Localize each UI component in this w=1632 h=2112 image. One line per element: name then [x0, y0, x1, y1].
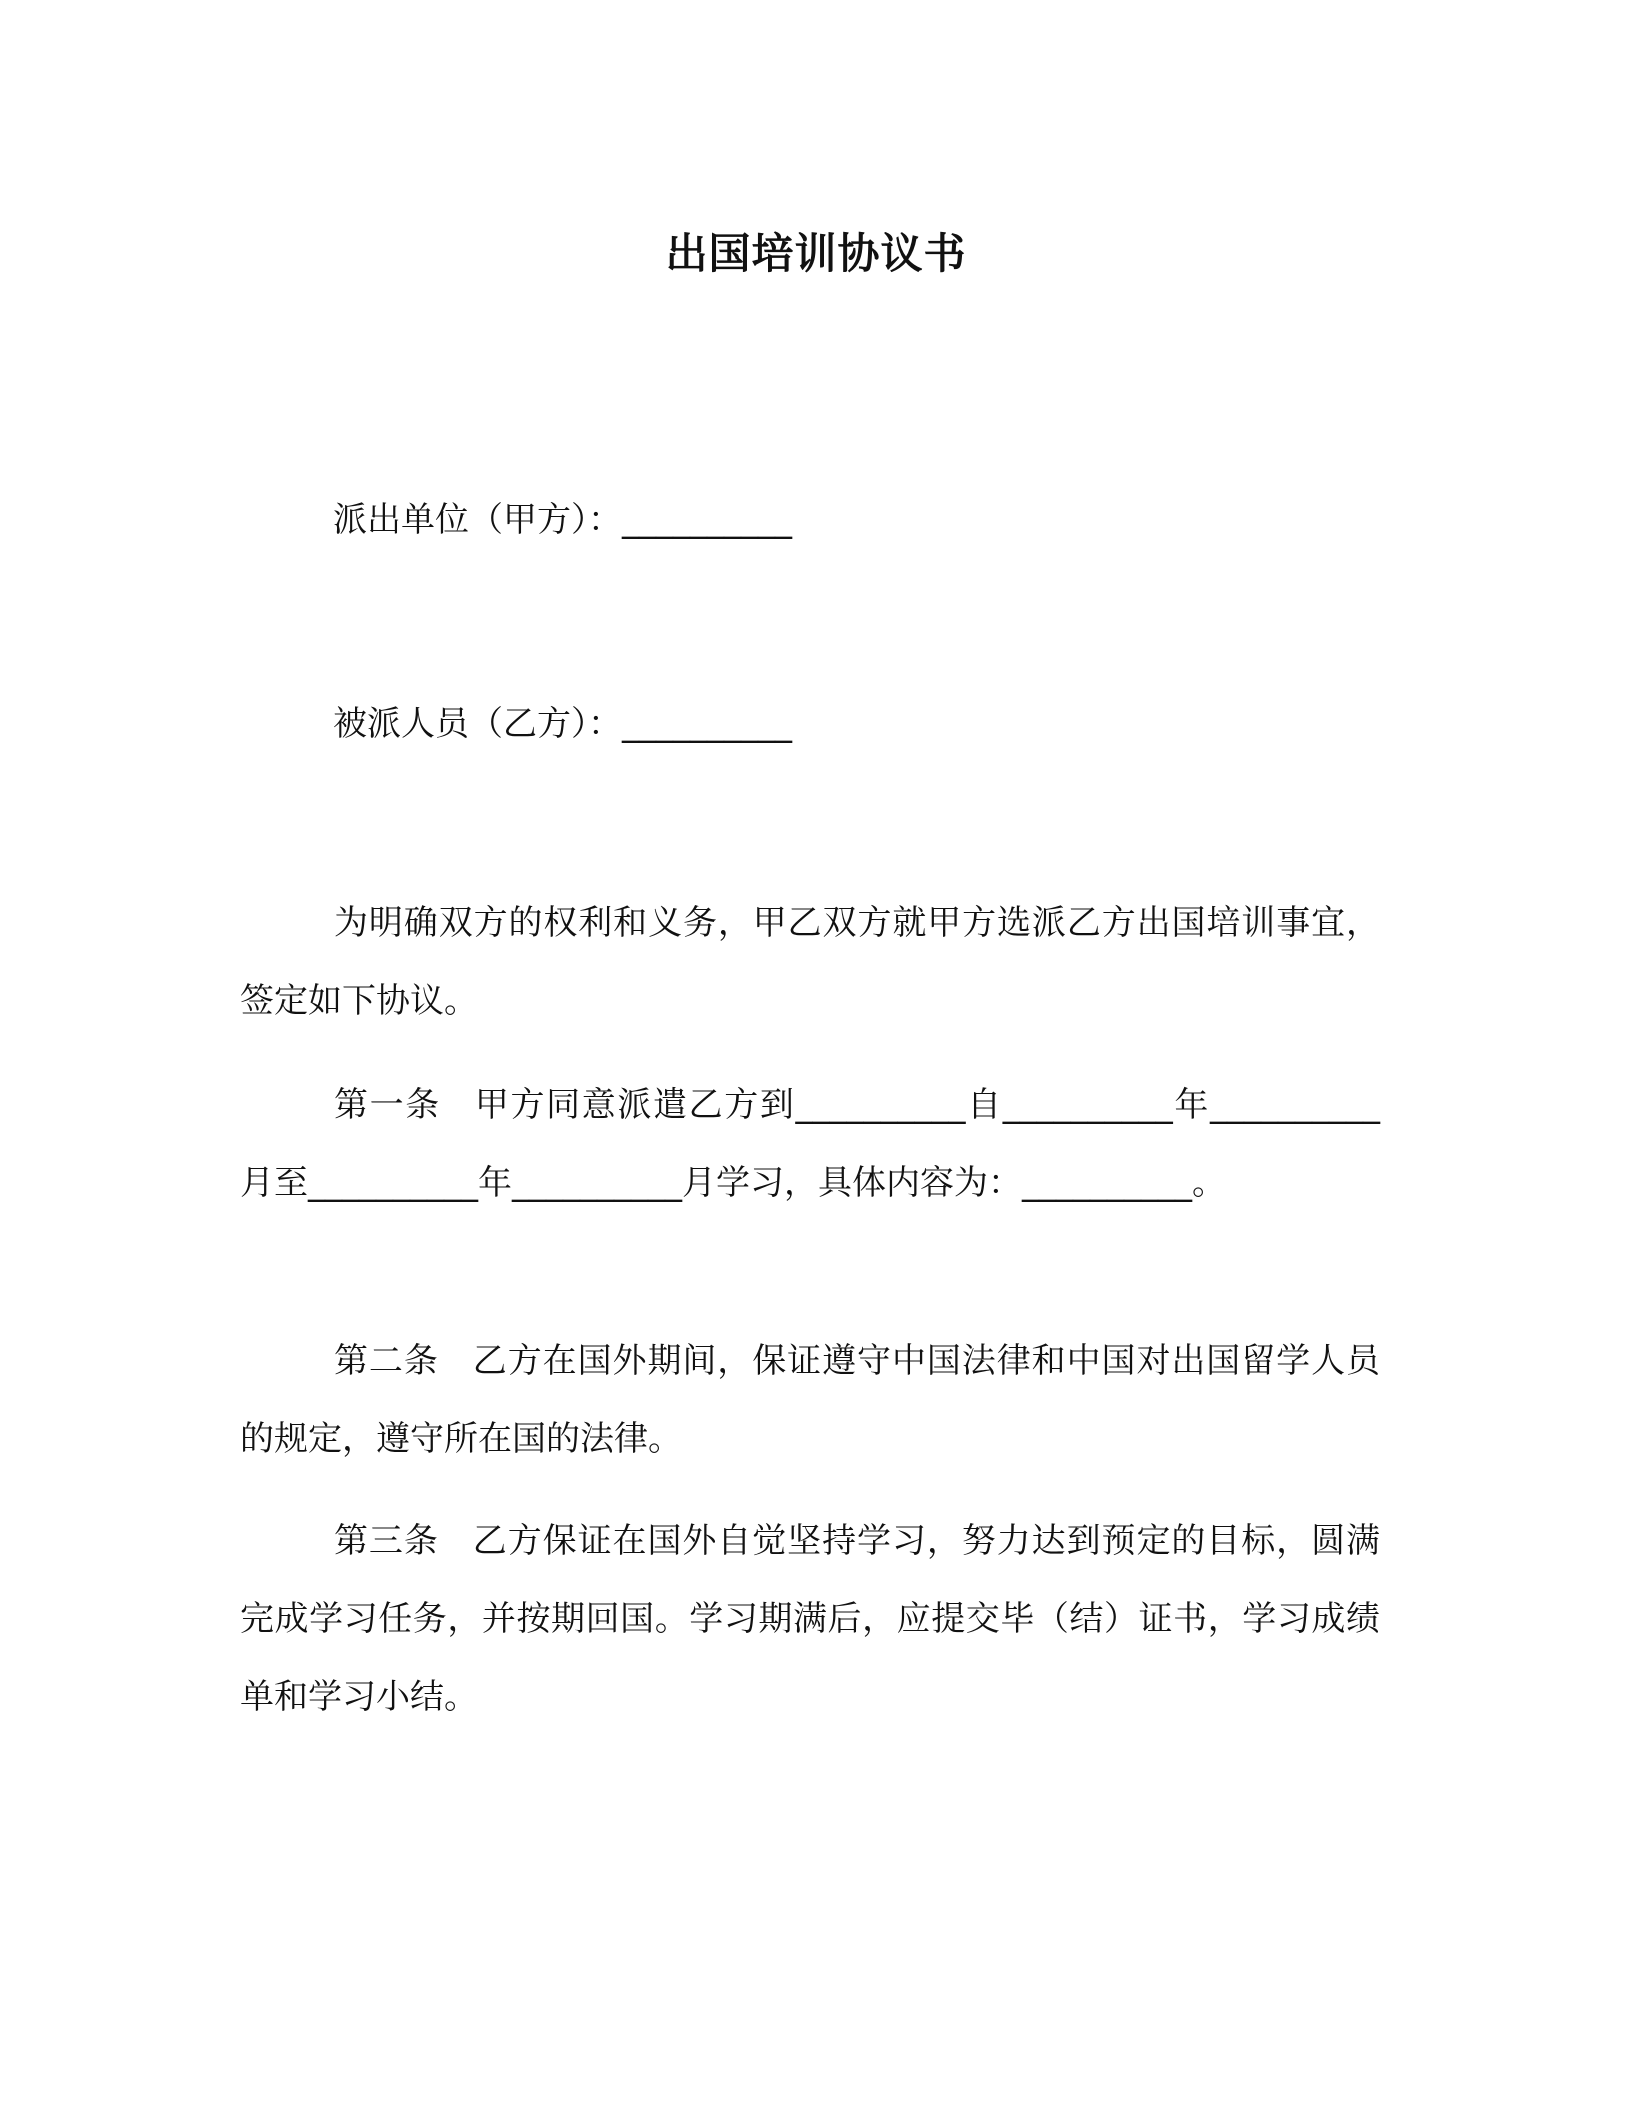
- article-1-number: 第一条: [334, 1085, 441, 1125]
- party-a-line: 派出单位（甲方）：__________: [333, 500, 792, 540]
- party-b-line: 被派人员（乙方）：__________: [333, 704, 792, 744]
- article-2-text: 乙方在国外期间，保证遵守中国法律和中国对出国留学人员的规定，遵守所在国的法律。: [240, 1341, 1381, 1459]
- article-2: [240, 1322, 1380, 1478]
- article-1-text: 甲方同意派遣乙方到__________自__________年__________月至__________年__________月学习，具体内容为：__________。: [240, 1085, 1380, 1203]
- article-3-number: 第三条: [334, 1521, 439, 1561]
- article-1: [240, 1066, 1380, 1222]
- article-3: [240, 1502, 1380, 1736]
- document-title: 出国培训协议书: [665, 229, 967, 278]
- article-3-text: 乙方保证在国外自觉坚持学习，努力达到预定的目标，圆满完成学习任务，并按期回国。学习期满后，应提交毕（结）证书，学习成绩单和学习小结。: [240, 1521, 1381, 1717]
- intro-paragraph: 为明确双方的权利和义务，甲乙双方就甲方选派乙方出国培训事宜，签定如下协议。: [240, 903, 1380, 1021]
- article-2-number: 第二条: [334, 1341, 439, 1381]
